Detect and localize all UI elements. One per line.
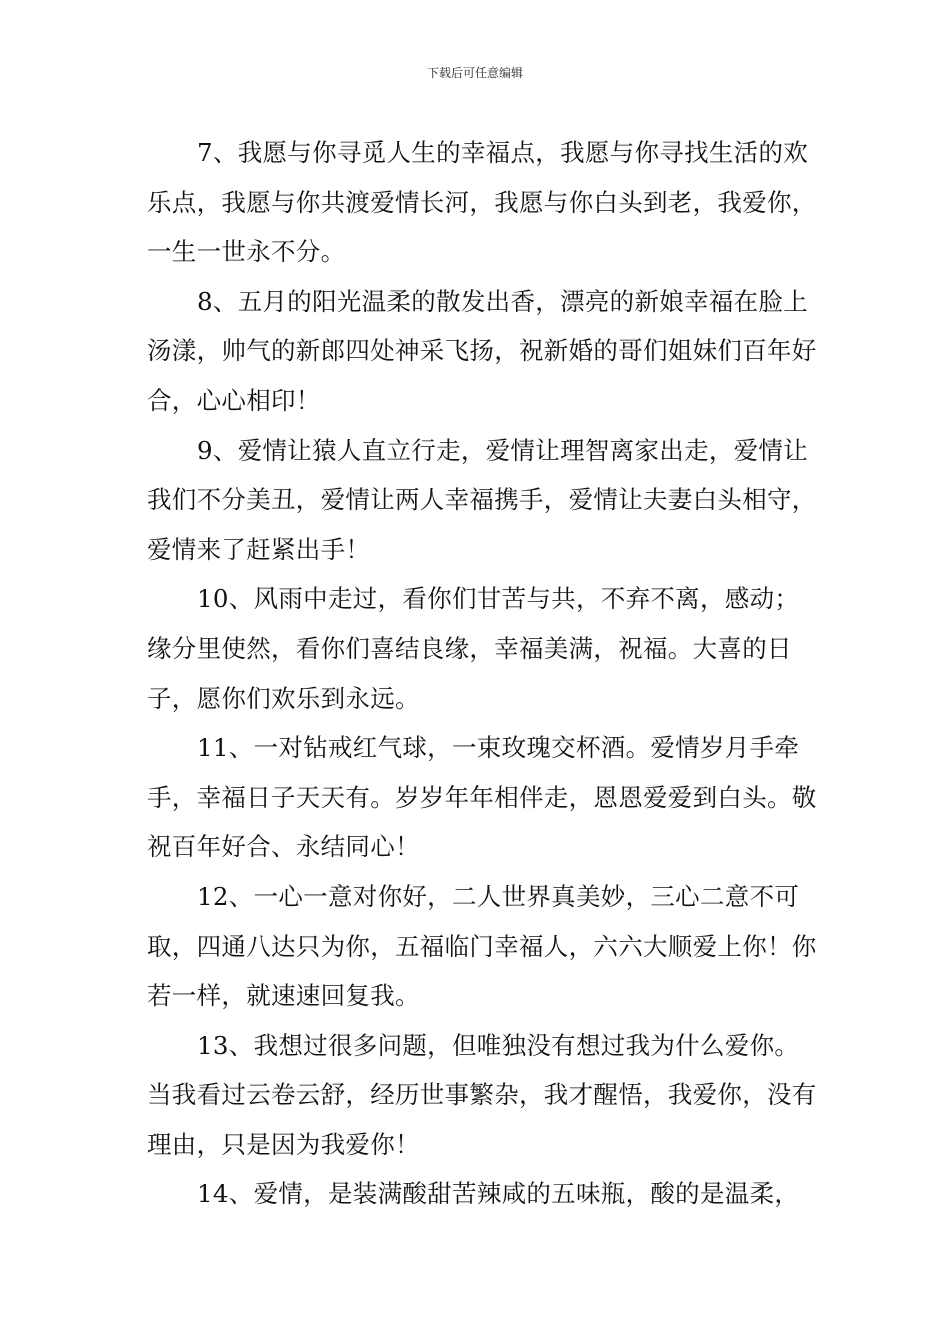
paragraph-13: 13、我想过很多问题，但唯独没有想过我为什么爱你。当我看过云卷云舒，经历世事繁杂，我才醒悟，我爱你，没有理由，只是因为我爱你！: [147, 1030, 817, 1159]
paragraph-10: 10、风雨中走过，看你们甘苦与共，不弃不离，感动；缘分里使然，看你们喜结良缘，幸福美满，祝福。大喜的日子，愿你们欢乐到永远。: [147, 584, 800, 713]
page-header: 下载后可任意编辑: [426, 66, 523, 80]
paragraph-9: 9、爱情让猿人直立行走，爱情让理智离家出走，爱情让我们不分美丑，爱情让两人幸福携手，爱情让夫妻白头相守，爱情来了赶紧出手！: [147, 435, 817, 564]
paragraph-11: 11、一对钻戒红气球，一束玫瑰交杯酒。爱情岁月手牵手，幸福日子天天有。岁岁年年相伴走，恩恩爱爱到白头。敬祝百年好合、永结同心！: [147, 733, 817, 862]
document-body: [147, 128, 819, 1219]
paragraph-12: 12、一心一意对你好，二人世界真美妙，三心二意不可取，四通八达只为你，五福临门幸福人，六六大顺爱上你！你若一样，就速速回复我。: [147, 881, 817, 1011]
paragraph-8: 8、五月的阳光温柔的散发出香，漂亮的新娘幸福在脸上汤漾，帅气的新郎四处神采飞扬，祝新婚的哥们姐妹们百年好合，心心相印！: [147, 286, 817, 415]
paragraph-14: 14、爱情，是装满酸甜苦辣咸的五味瓶，酸的是温柔，: [197, 1179, 800, 1209]
paragraph-7: 7、我愿与你寻觅人生的幸福点，我愿与你寻找生活的欢乐点，我愿与你共渡爱情长河，我愿与你白头到老，我爱你，一生一世永不分。: [147, 138, 817, 267]
